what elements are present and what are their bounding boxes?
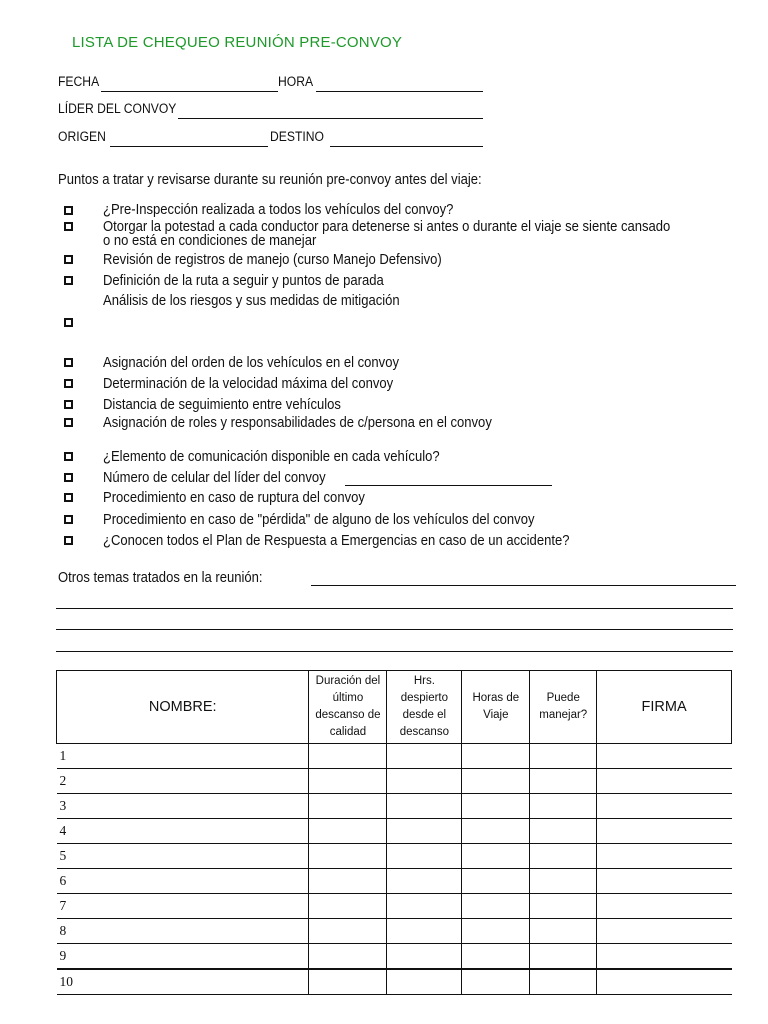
cell-puede[interactable] [530,919,597,944]
cell-horas-viaje[interactable] [462,919,530,944]
table-row [57,844,732,869]
header-line: Horas de [472,692,520,704]
cell-hrs[interactable] [387,844,462,869]
cell-puede[interactable] [530,794,597,819]
hora-field[interactable] [316,91,483,92]
cell-duracion[interactable] [309,969,387,995]
table-row [57,769,732,794]
table-row [57,744,732,769]
checkbox[interactable] [64,318,73,327]
cell-firma[interactable] [597,869,732,894]
checkbox[interactable] [64,379,73,388]
intro-text: Puntos a tratar y revisarse durante su reunión pre-convoy antes del viaje: [58,172,482,188]
row-number: 9 [57,944,309,970]
table-row [57,919,732,944]
cell-firma[interactable] [597,894,732,919]
cell-duracion[interactable] [309,744,387,769]
cell-hrs[interactable] [387,944,462,970]
checklist-item: Número de celular del líder del convoy [103,470,326,486]
cell-horas-viaje[interactable] [462,819,530,844]
cell-hrs[interactable] [387,919,462,944]
other-topics-line[interactable] [56,651,733,652]
cell-horas-viaje[interactable] [462,944,530,970]
cell-firma[interactable] [597,744,732,769]
other-topics-line[interactable] [56,629,733,630]
table-row [57,819,732,844]
cell-hrs[interactable] [387,969,462,995]
cell-firma[interactable] [597,769,732,794]
fecha-field[interactable] [101,91,278,92]
header-line: calidad [329,726,367,738]
cell-duracion[interactable] [309,894,387,919]
cell-horas-viaje[interactable] [462,869,530,894]
cell-firma[interactable] [597,844,732,869]
cell-puede[interactable] [530,969,597,995]
cell-duracion[interactable] [309,869,387,894]
row-number: 8 [57,919,309,944]
cell-puede[interactable] [530,819,597,844]
cell-hrs[interactable] [387,794,462,819]
header-line: Duración del [315,675,381,687]
table-header-row [57,671,732,744]
cell-puede[interactable] [530,894,597,919]
fecha-label: FECHA [58,74,100,89]
other-topics-line[interactable] [56,608,733,609]
other-topics-line[interactable] [311,585,736,586]
header-line: Puede [546,692,580,704]
cell-hrs[interactable] [387,894,462,919]
row-number: 2 [57,769,309,794]
checklist-item: Asignación del orden de los vehículos en el convoy [103,355,400,371]
destino-field[interactable] [330,146,483,147]
cell-puede[interactable] [530,869,597,894]
header-line: despierto [400,692,449,704]
cell-horas-viaje[interactable] [462,744,530,769]
table-row [57,869,732,894]
cell-duracion[interactable] [309,794,387,819]
checklist-item: Otorgar la potestad a cada conductor para detenerse si antes o durante el viaje se siente cansado [103,219,671,235]
checklist-item: Procedimiento en caso de "pérdida" de alguno de los vehículos del convoy [103,512,535,528]
nombre-header: NOMBRE: [57,671,309,744]
cell-puede[interactable] [530,944,597,970]
checkbox[interactable] [64,493,73,502]
cell-puede[interactable] [530,844,597,869]
checklist-item: Asignación de roles y responsabilidades de c/persona en el convoy [103,415,492,431]
table-row [57,944,732,970]
row-number: 1 [57,744,309,769]
cell-firma[interactable] [597,919,732,944]
checkbox[interactable] [64,536,73,545]
cell-hrs[interactable] [387,744,462,769]
header-line: Viaje [483,709,509,721]
checkbox[interactable] [64,222,73,231]
checklist-item: ¿Elemento de comunicación disponible en cada vehículo? [103,449,440,465]
lider-label: LÍDER DEL CONVOY [58,101,177,116]
celular-field[interactable] [345,485,552,486]
cell-duracion[interactable] [309,819,387,844]
row-number: 6 [57,869,309,894]
destino-label: DESTINO [270,129,325,144]
header-line: descanso de [315,709,381,721]
row-number: 10 [57,969,309,995]
cell-duracion[interactable] [309,944,387,970]
checkbox[interactable] [64,400,73,409]
table-row [57,969,732,995]
cell-firma[interactable] [597,819,732,844]
cell-puede[interactable] [530,744,597,769]
checkbox[interactable] [64,358,73,367]
cell-horas-viaje[interactable] [462,894,530,919]
checklist-item: Procedimiento en caso de ruptura del convoy [103,490,365,506]
document-title: LISTA DE CHEQUEO REUNIÓN PRE-CONVOY [72,34,403,51]
checkbox[interactable] [64,452,73,461]
table-row [57,894,732,919]
row-number: 3 [57,794,309,819]
cell-hrs[interactable] [387,819,462,844]
cell-horas-viaje[interactable] [462,969,530,995]
checklist-item-continued: o no está en condiciones de manejar [103,233,317,249]
horas-viaje-header [462,671,530,744]
header-line: descanso [399,726,449,738]
checkbox[interactable] [64,418,73,427]
lider-field[interactable] [178,118,483,119]
origen-field[interactable] [110,146,268,147]
driver-table [56,670,732,995]
cell-firma[interactable] [597,944,732,970]
row-number: 7 [57,894,309,919]
cell-puede[interactable] [530,769,597,794]
cell-horas-viaje[interactable] [462,769,530,794]
cell-horas-viaje[interactable] [462,794,530,819]
cell-hrs[interactable] [387,869,462,894]
cell-duracion[interactable] [309,919,387,944]
row-number: 5 [57,844,309,869]
checklist-item: Definición de la ruta a seguir y puntos de parada [103,273,384,289]
cell-duracion[interactable] [309,769,387,794]
header-line: Hrs. [413,675,435,687]
checklist-item: ¿Conocen todos el Plan de Respuesta a Emergencias en caso de un accidente? [103,533,570,549]
checklist-item: Revisión de registros de manejo (curso Manejo Defensivo) [103,252,442,268]
cell-firma[interactable] [597,794,732,819]
firma-header: FIRMA [597,671,732,744]
checkbox[interactable] [64,206,73,215]
table-row [57,794,732,819]
duracion-header [309,671,387,744]
checkbox[interactable] [64,515,73,524]
row-number: 4 [57,819,309,844]
checkbox[interactable] [64,276,73,285]
cell-duracion[interactable] [309,844,387,869]
hrs-despierto-header [387,671,462,744]
checkbox[interactable] [64,255,73,264]
cell-hrs[interactable] [387,769,462,794]
header-line: último [332,692,364,704]
checklist-item: Análisis de los riesgos y sus medidas de mitigación [103,293,400,309]
checkbox[interactable] [64,473,73,482]
origen-label: ORIGEN [58,129,106,144]
checklist-item: Determinación de la velocidad máxima del convoy [103,376,394,392]
other-topics-label: Otros temas tratados en la reunión: [58,570,263,586]
checklist-item: Distancia de seguimiento entre vehículos [103,397,341,413]
puede-manejar-header [530,671,597,744]
cell-horas-viaje[interactable] [462,844,530,869]
hora-label: HORA [278,74,314,89]
cell-firma[interactable] [597,969,732,995]
header-line: desde el [402,709,447,721]
header-line: manejar? [539,709,588,721]
checklist-item: ¿Pre-Inspección realizada a todos los vehículos del convoy? [103,202,454,218]
